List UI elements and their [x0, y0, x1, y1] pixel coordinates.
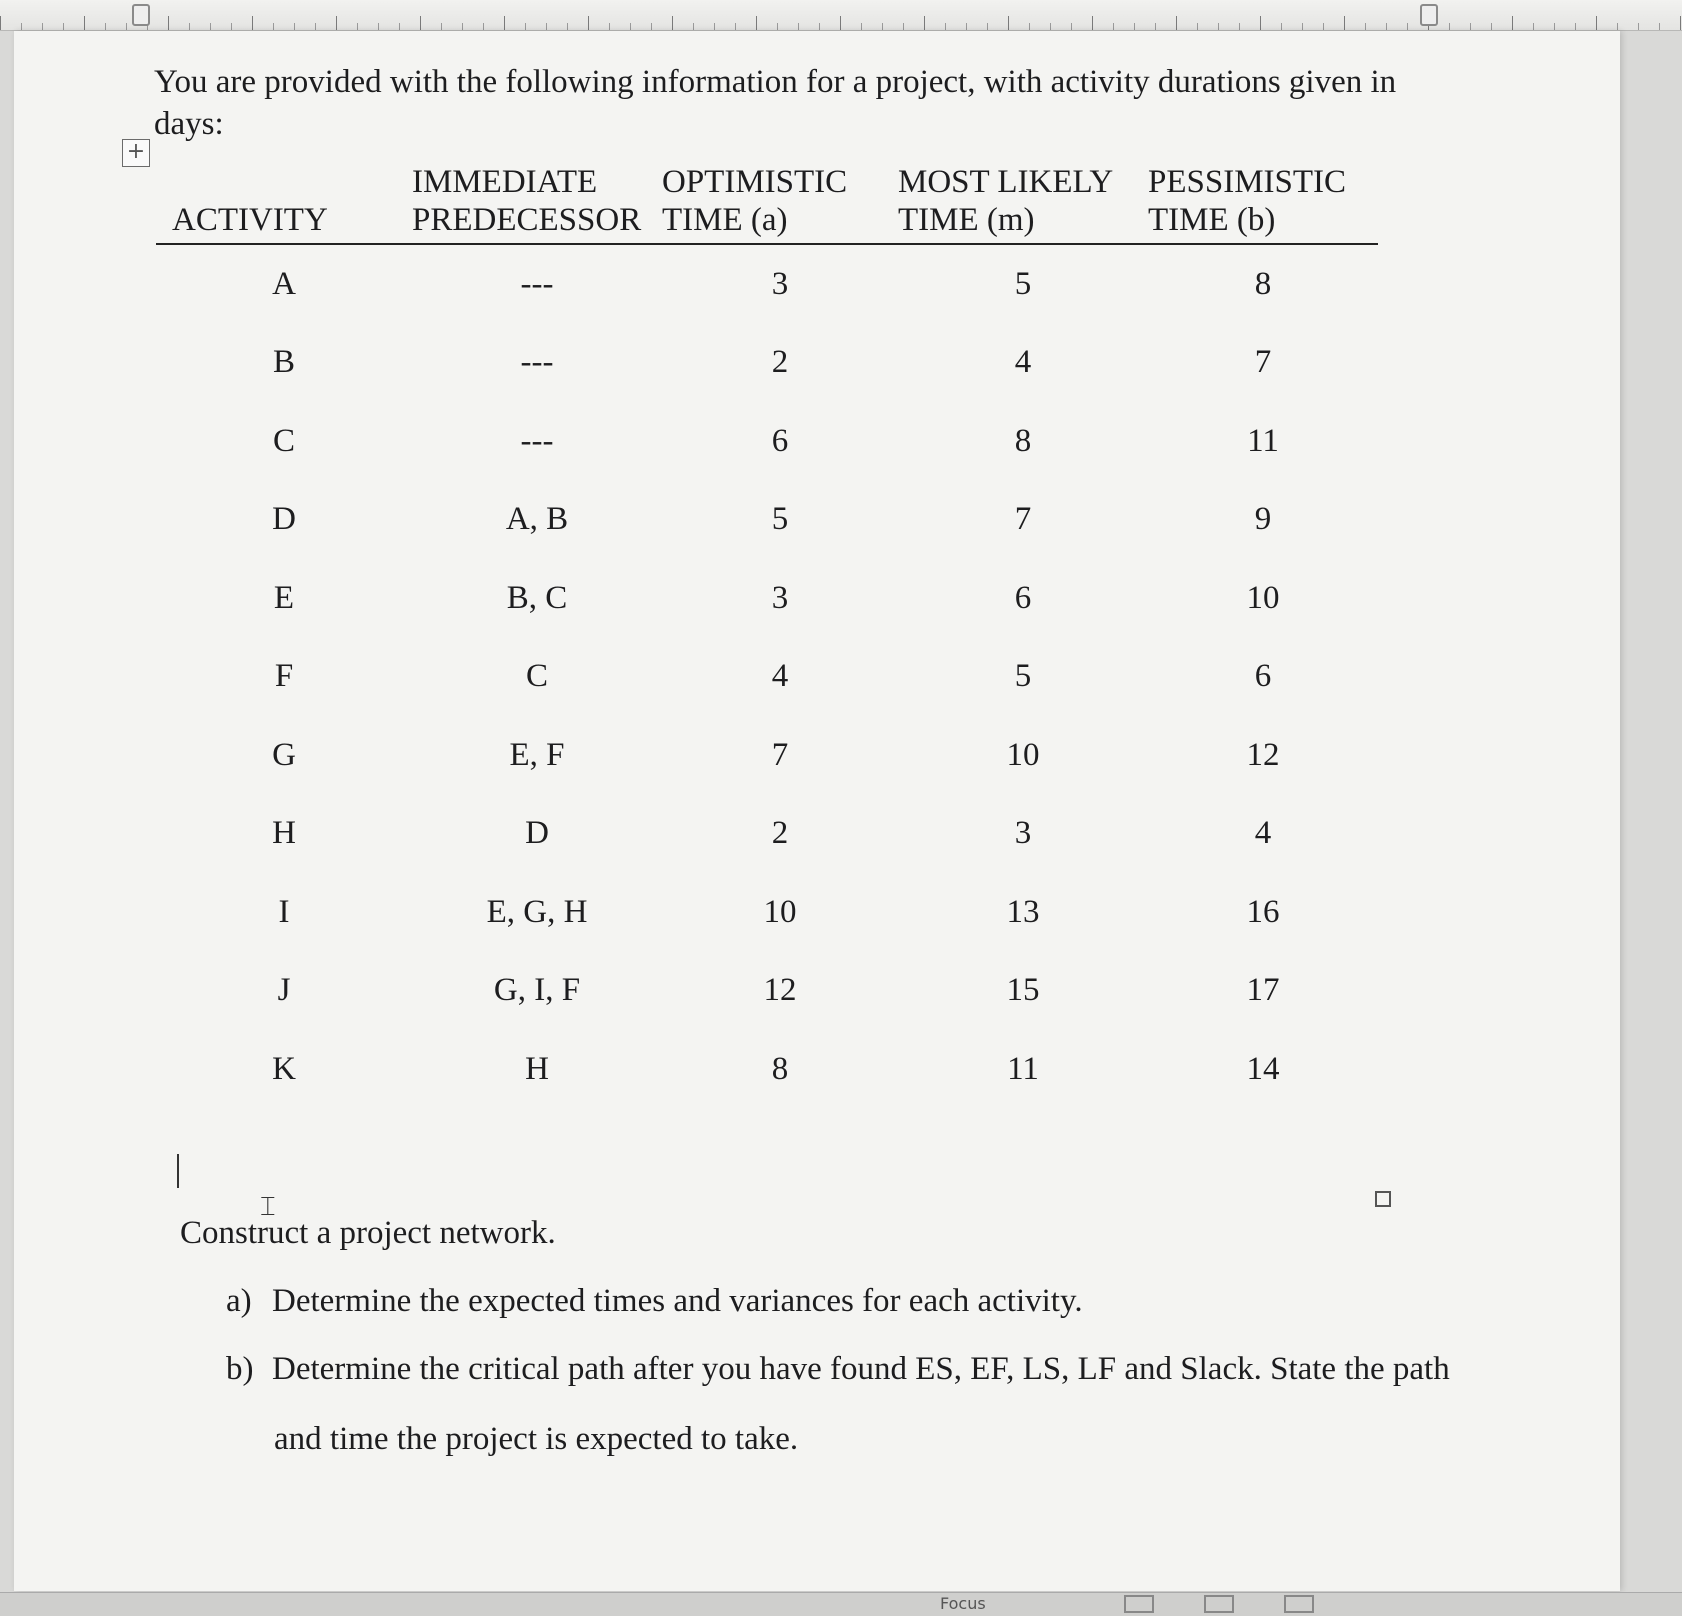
- cell-predecessor: ---: [520, 422, 554, 459]
- cell-activity: B: [272, 344, 295, 381]
- table-row: [156, 244, 1378, 324]
- cell-activity: K: [272, 1050, 296, 1087]
- cell-optimistic: 4: [771, 658, 789, 695]
- cell-optimistic: 10: [763, 893, 797, 930]
- table-resize-handle-icon[interactable]: [1375, 1191, 1391, 1207]
- cell-most-likely: 15: [1006, 972, 1040, 1009]
- cell-optimistic: 3: [771, 265, 789, 302]
- cell-predecessor: G, I, F: [493, 972, 581, 1009]
- instruction-text: Construct a project network.: [180, 1215, 556, 1251]
- cell-activity: J: [277, 972, 291, 1009]
- cell-pessimistic: 17: [1246, 972, 1280, 1009]
- intro-paragraph: [154, 61, 1454, 145]
- cell-pessimistic: 7: [1254, 344, 1272, 381]
- print-layout-view-icon[interactable]: [1204, 1595, 1234, 1613]
- cell-optimistic: 7: [771, 736, 789, 773]
- cell-predecessor: C: [525, 658, 548, 695]
- cell-activity: I: [278, 893, 290, 930]
- table-row: [156, 402, 1378, 481]
- cell-predecessor: E, G, H: [486, 893, 588, 930]
- cell-pessimistic: 11: [1247, 422, 1279, 459]
- cell-pessimistic: 10: [1246, 579, 1280, 616]
- table-row: [156, 481, 1378, 560]
- cell-optimistic: 2: [771, 344, 789, 381]
- cell-most-likely: 11: [1007, 1050, 1039, 1087]
- cell-activity: A: [272, 265, 296, 302]
- task-b-label: b): [226, 1351, 254, 1387]
- header-activity: ACTIVITY: [156, 163, 412, 244]
- intro-line-2: days:: [154, 106, 224, 142]
- cell-predecessor: ---: [520, 344, 554, 381]
- cell-pessimistic: 4: [1254, 815, 1272, 852]
- read-mode-view-icon[interactable]: [1124, 1595, 1154, 1613]
- header-most-likely: MOST LIKELY TIME (m): [898, 163, 1148, 244]
- cell-most-likely: 4: [1014, 344, 1032, 381]
- table-move-handle-icon[interactable]: +: [122, 139, 150, 167]
- horizontal-ruler[interactable]: [0, 0, 1682, 31]
- cell-activity: H: [272, 815, 296, 852]
- task-b-text: Determine the critical path after you have found ES, EF, LS, LF and Slack. State the path: [272, 1351, 1450, 1387]
- table-row: [156, 324, 1378, 403]
- cell-pessimistic: 14: [1246, 1050, 1280, 1087]
- cell-pessimistic: 8: [1254, 265, 1272, 302]
- cell-activity: C: [272, 422, 295, 459]
- cell-pessimistic: 16: [1246, 893, 1280, 930]
- text-cursor: [177, 1154, 179, 1188]
- cell-predecessor: E, F: [509, 736, 565, 773]
- cell-most-likely: 13: [1006, 893, 1040, 930]
- document-page[interactable]: [14, 31, 1620, 1591]
- header-pessimistic: PESSIMISTIC TIME (b): [1148, 163, 1378, 244]
- cell-predecessor: H: [525, 1050, 549, 1087]
- table-row: [156, 559, 1378, 638]
- table-body: [156, 244, 1378, 1109]
- cell-predecessor: ---: [520, 265, 554, 302]
- status-bar: [0, 1592, 1682, 1616]
- cell-most-likely: 3: [1014, 815, 1032, 852]
- cell-optimistic: 5: [771, 501, 789, 538]
- cell-optimistic: 8: [771, 1050, 789, 1087]
- cell-predecessor: D: [525, 815, 549, 852]
- cell-optimistic: 6: [771, 422, 789, 459]
- cell-most-likely: 7: [1014, 501, 1032, 538]
- cell-predecessor: B, C: [506, 579, 568, 616]
- cell-activity: G: [272, 736, 296, 773]
- right-indent-marker[interactable]: [1420, 4, 1438, 26]
- task-b-continuation: and time the project is expected to take.: [274, 1421, 799, 1457]
- left-indent-marker[interactable]: [132, 4, 150, 26]
- table-row: [156, 638, 1378, 717]
- cell-most-likely: 5: [1014, 658, 1032, 695]
- cell-activity: D: [272, 501, 296, 538]
- cell-most-likely: 6: [1014, 579, 1032, 616]
- cell-most-likely: 5: [1014, 265, 1032, 302]
- ibeam-cursor-icon: ⌶: [260, 1192, 276, 1222]
- header-optimistic: OPTIMISTIC TIME (a): [662, 163, 898, 244]
- table-row: [156, 795, 1378, 874]
- cell-optimistic: 2: [771, 815, 789, 852]
- table-row: [156, 873, 1378, 952]
- table-row: [156, 716, 1378, 795]
- cell-most-likely: 8: [1014, 422, 1032, 459]
- header-predecessor: IMMEDIATE PREDECESSOR: [412, 163, 662, 244]
- table-row: [156, 1030, 1378, 1109]
- cell-activity: F: [274, 658, 294, 695]
- activity-table: [156, 163, 1378, 1109]
- table-header-row: [156, 163, 1378, 244]
- intro-line-1: You are provided with the following information for a project, with activity durations given in: [154, 64, 1397, 100]
- focus-mode-button[interactable]: Focus: [940, 1594, 986, 1613]
- task-a-text: Determine the expected times and variances for each activity.: [272, 1283, 1083, 1319]
- cell-activity: E: [273, 579, 295, 616]
- cell-pessimistic: 9: [1254, 501, 1272, 538]
- task-a-label: a): [226, 1283, 252, 1319]
- web-layout-view-icon[interactable]: [1284, 1595, 1314, 1613]
- table-row: [156, 952, 1378, 1031]
- cell-pessimistic: 6: [1254, 658, 1272, 695]
- cell-most-likely: 10: [1006, 736, 1040, 773]
- cell-optimistic: 12: [763, 972, 797, 1009]
- cell-predecessor: A, B: [505, 501, 569, 538]
- cell-pessimistic: 12: [1246, 736, 1280, 773]
- cell-optimistic: 3: [771, 579, 789, 616]
